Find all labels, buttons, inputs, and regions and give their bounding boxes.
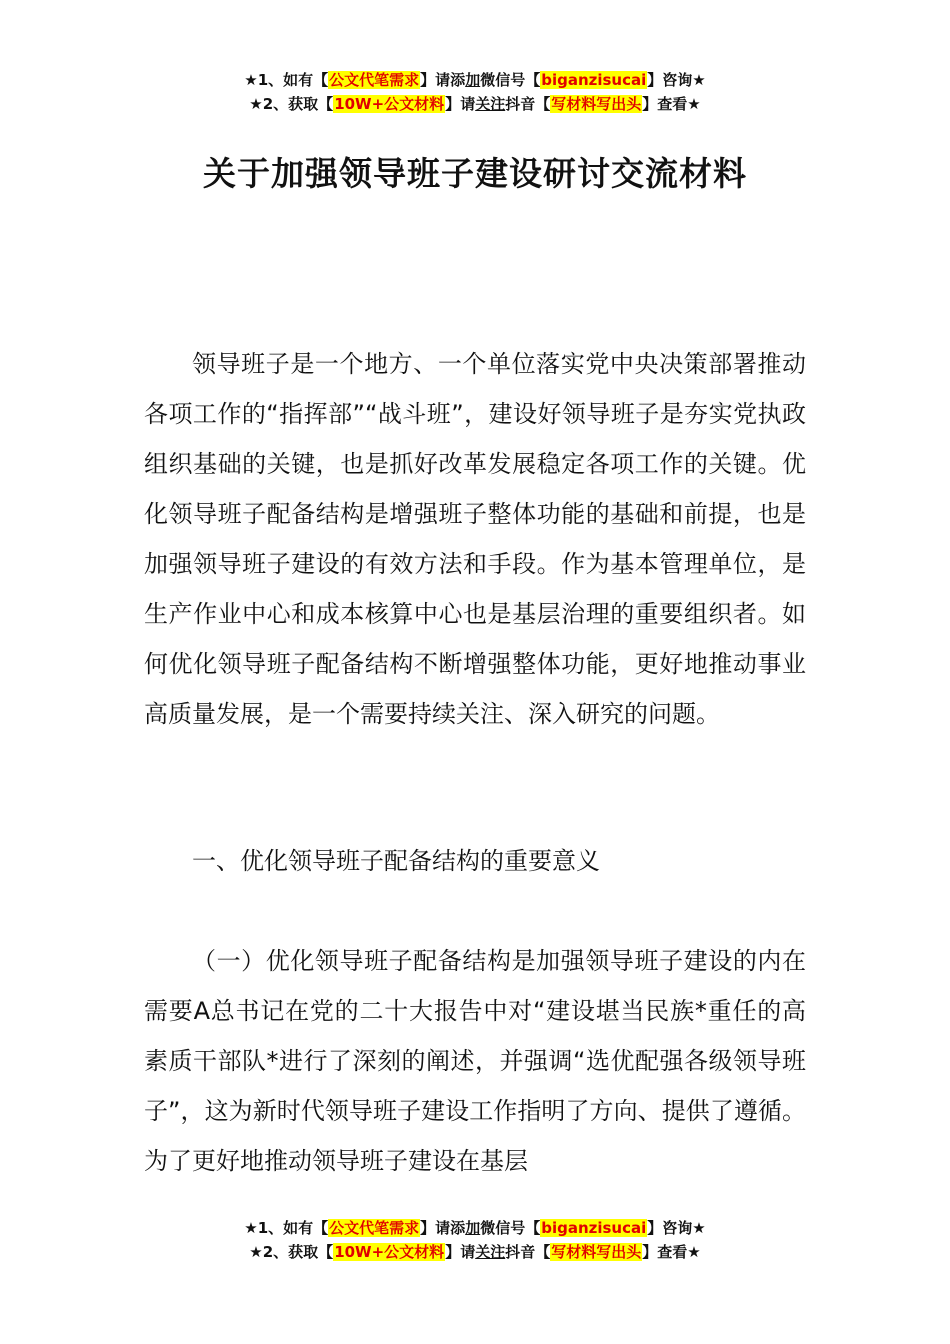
promo-text: 】请 xyxy=(445,1243,476,1261)
promo-underline: 加 xyxy=(465,71,481,89)
promo-text: 】咨询★ xyxy=(647,71,706,89)
promo-line-1 xyxy=(0,68,950,92)
promo-highlight: 写材料写出头 xyxy=(551,95,642,113)
promo-highlight: 10W+公文材料 xyxy=(334,1243,445,1261)
promo-text: ★2、获取【 xyxy=(249,1243,334,1261)
promo-highlight: 公文代笔需求 xyxy=(329,71,420,89)
promo-text: ★1、如有【 xyxy=(244,71,329,89)
promo-underline: 加 xyxy=(465,1219,481,1237)
promo-line-2 xyxy=(0,1240,950,1264)
promo-highlight: 写材料写出头 xyxy=(551,1243,642,1261)
promo-text: 】查看★ xyxy=(642,1243,701,1261)
promo-highlight: 公文代笔需求 xyxy=(329,1219,420,1237)
promo-text: 】请 xyxy=(445,95,476,113)
document-title: 关于加强领导班子建设研讨交流材料 xyxy=(203,154,747,193)
promo-highlight: 10W+公文材料 xyxy=(334,95,445,113)
promo-text: 】请添 xyxy=(420,1219,466,1237)
promo-text: 】查看★ xyxy=(642,95,701,113)
promo-highlight: biganzisucai xyxy=(541,71,647,89)
section-heading-1: 一、优化领导班子配备结构的重要意义 xyxy=(192,847,600,875)
promo-text: ★1、如有【 xyxy=(244,1219,329,1237)
promo-text: 微信号【 xyxy=(480,71,541,89)
header-promo-banner xyxy=(0,68,950,116)
promo-text: 】咨询★ xyxy=(647,1219,706,1237)
promo-highlight: biganzisucai xyxy=(541,1219,647,1237)
promo-text: 微信号【 xyxy=(480,1219,541,1237)
footer-promo-banner xyxy=(0,1216,950,1264)
promo-underline: 关注 xyxy=(475,1243,506,1261)
promo-text: 抖音【 xyxy=(505,95,551,113)
body-paragraph-1: 领导班子是一个地方、一个单位落实党中央决策部署推动各项工作的“指挥部”“战斗班”，建设好领导班子是夯实党执政组织基础的关键，也是抓好改革发展稳定各项工作的关键。优化领导班子配备结构是增强班子整体功能的基础和前提，也是加强领导班子建设的有效方法和手段。作为基本管理单位，是生产作业中心和成本核算中心也是基层治理的重要组织者。如何优化领导班子配备结构不断增强整体功能，更好地推动事业高质量发展，是一个需要持续关注、深入研究的问题。 xyxy=(144,350,806,728)
promo-underline: 关注 xyxy=(475,95,506,113)
body-paragraph-2: （一）优化领导班子配备结构是加强领导班子建设的内在需要A总书记在党的二十大报告中对“建设堪当民族*重任的高素质干部队*进行了深刻的阐述，并强调“选优配强各级领导班子”，这为新时代领导班子建设工作指明了方向、提供了遵循。为了更好地推动领导班子建设在基层 xyxy=(144,947,806,1175)
promo-line-2 xyxy=(0,92,950,116)
promo-text: 】请添 xyxy=(420,71,466,89)
promo-line-1 xyxy=(0,1216,950,1240)
promo-text: 抖音【 xyxy=(505,1243,551,1261)
promo-text: ★2、获取【 xyxy=(249,95,334,113)
